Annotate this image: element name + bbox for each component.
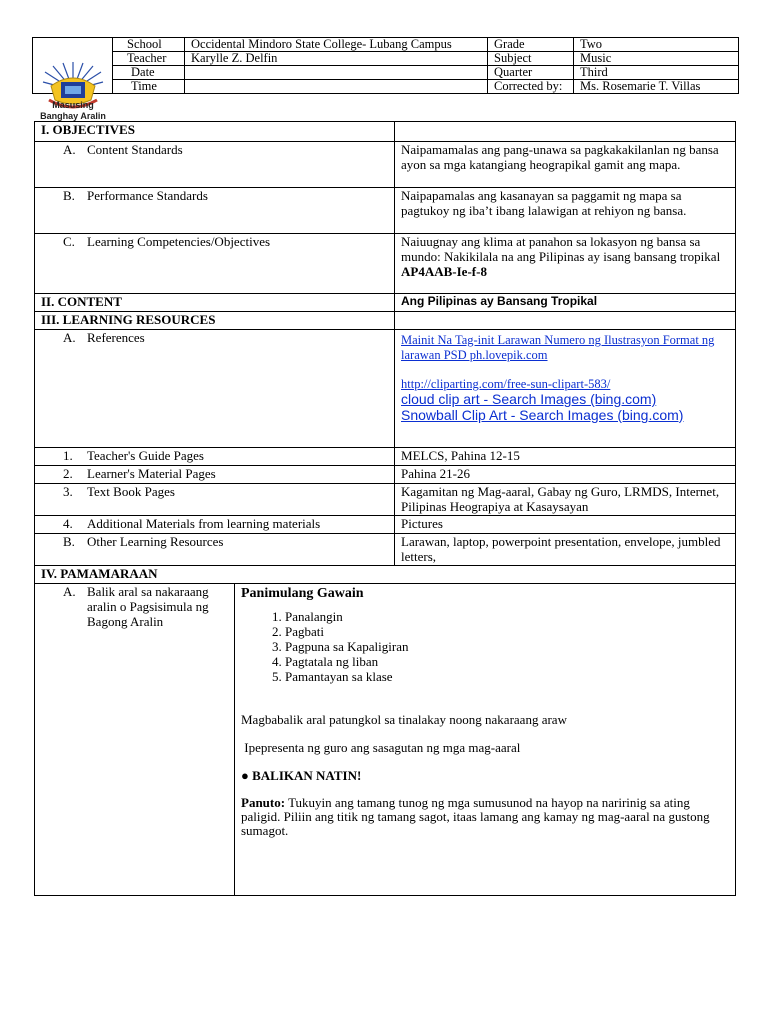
content-standards-label: A. Content Standards [35, 142, 395, 188]
reference-link-lovepik[interactable]: Mainit Na Tag-init Larawan Numero ng Ilustrasyon Format ng larawan PSD ph.lovepik.com [401, 333, 715, 362]
teachers-guide-label: 1. Teacher's Guide Pages [35, 448, 395, 466]
school-label: School [113, 38, 185, 52]
reference-link-snowball[interactable]: Snowball Clip Art - Search Images (bing.com) [401, 407, 684, 423]
grade-label: Grade [488, 38, 574, 52]
logo-caption: Masusing Banghay Aralin [40, 100, 106, 121]
content-heading: II. CONTENT [35, 294, 395, 312]
competencies-value: Naiuugnay ang klima at panahon sa lokasyon ng bansa sa mundo: Nakikilala na ang Pilipinas ay isang bansang tropikal AP4AAB-Ie-f-8 [395, 234, 736, 294]
list-item: 4. Pagtatala ng liban [285, 654, 729, 669]
balikan-heading: ● BALIKAN NATIN! [241, 768, 362, 783]
other-resources-label: B. Other Learning Resources [35, 534, 395, 566]
panimula-title: Panimulang Gawain [241, 586, 364, 601]
date-label: Date [113, 66, 185, 80]
time-value [185, 80, 488, 94]
quarter-label: Quarter [488, 66, 574, 80]
list-item: 1. Panalangin [285, 609, 729, 624]
balik-aral-content [235, 584, 736, 896]
balik-aral-label: A. Balik aral sa nakaraang aralin o Pagsisimula ng Bagong Aralin [35, 584, 235, 896]
grade-value: Two [574, 38, 739, 52]
present-paragraph: Ipepresenta ng guro ang sasagutan ng mga mag-aaral [241, 740, 521, 755]
list-item: 5. Pamantayan sa klase [285, 669, 729, 684]
teachers-guide-value: MELCS, Pahina 12-15 [395, 448, 736, 466]
subject-value: Music [574, 52, 739, 66]
corrected-value: Ms. Rosemarie T. Villas [574, 80, 739, 94]
other-resources-value: Larawan, laptop, powerpoint presentation, envelope, jumbled letters, [395, 534, 736, 566]
lesson-plan-table [34, 121, 736, 896]
resources-heading: III. LEARNING RESOURCES [35, 312, 395, 330]
teacher-value: Karylle Z. Delfin [185, 52, 488, 66]
list-item: 3. Pagpuna sa Kapaligiran [285, 639, 729, 654]
learners-material-label: 2. Learner's Material Pages [35, 466, 395, 484]
references-value [395, 330, 736, 448]
list-item: 2. Pagbati [285, 624, 729, 639]
performance-standards-value: Naipapamalas ang kasanayan sa paggamit ng mapa sa pagtukoy ng iba’t ibang lalawigan at rehiyon ng bansa. [395, 188, 736, 234]
learners-material-value: Pahina 21-26 [395, 466, 736, 484]
content-topic: Ang Pilipinas ay Bansang Tropikal [395, 294, 736, 312]
objectives-heading: I. OBJECTIVES [35, 122, 395, 142]
procedure-heading: IV. PAMAMARAAN [35, 566, 736, 584]
competency-code: AP4AAB-Ie-f-8 [401, 264, 487, 279]
date-value [185, 66, 488, 80]
objectives-heading-blank [395, 122, 736, 142]
content-standards-value: Naipamamalas ang pang-unawa sa pagkakakilanlan ng bansa ayon sa mga katangiang heograpikal gamit ang mapa. [395, 142, 736, 188]
additional-materials-value: Pictures [395, 516, 736, 534]
header-table [32, 37, 739, 121]
additional-materials-label: 4. Additional Materials from learning materials [35, 516, 395, 534]
panuto-paragraph: Panuto: Tukuyin ang tamang tunog ng mga sumusunod na hayop na naririnig sa ating paligid. Piliin ang titik ng tamang sagot, itaas lamang ang kamay ng mag-aaral na gustong sumagot. [241, 795, 710, 838]
competencies-label: C. Learning Competencies/Objectives [35, 234, 395, 294]
corrected-label: Corrected by: [488, 80, 574, 94]
panimula-steps [241, 609, 729, 684]
school-value: Occidental Mindoro State College- Lubang Campus [185, 38, 488, 52]
text-book-value: Kagamitan ng Mag-aaral, Gabay ng Guro, LRMDS, Internet, Pilipinas Heograpiya at Kasaysayan [395, 484, 736, 516]
performance-standards-label: B. Performance Standards [35, 188, 395, 234]
quarter-value: Third [574, 66, 739, 80]
teacher-label: Teacher [113, 52, 185, 66]
references-label: A. References [35, 330, 395, 448]
reference-link-cloud[interactable]: cloud clip art - Search Images (bing.com) [401, 391, 657, 407]
text-book-label: 3. Text Book Pages [35, 484, 395, 516]
subject-label: Subject [488, 52, 574, 66]
review-paragraph: Magbabalik aral patungkol sa tinalakay noong nakaraang araw [241, 712, 567, 727]
reference-link-cliparting[interactable]: http://cliparting.com/free-sun-clipart-583/ [401, 377, 611, 391]
resources-heading-blank [395, 312, 736, 330]
logo-cell [33, 38, 113, 121]
time-label: Time [113, 80, 185, 94]
